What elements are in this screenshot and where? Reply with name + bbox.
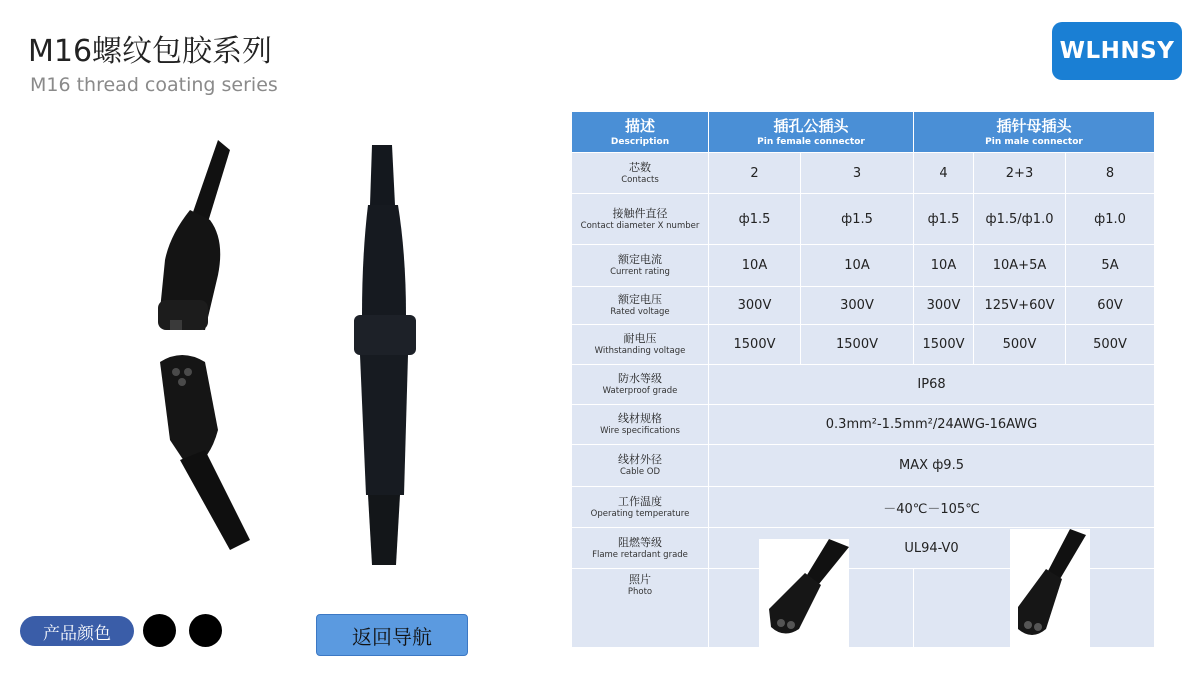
female-photo-cell bbox=[709, 569, 914, 648]
color-swatch-black-1[interactable] bbox=[143, 614, 176, 647]
page-title: M16螺纹包胶系列 bbox=[28, 34, 273, 69]
table-row: 耐电压 Withstanding voltage 1500V 1500V 1500V 500V 500V bbox=[572, 325, 1155, 365]
product-color-label: 产品颜色 bbox=[20, 616, 134, 646]
brand-logo: WLHNSY bbox=[1052, 22, 1182, 80]
table-row: 线材外径 Cable OD MAX ф9.5 bbox=[572, 445, 1155, 487]
female-connector-photo bbox=[759, 539, 849, 649]
header-male: 插针母插头 Pin male connector bbox=[914, 112, 1155, 153]
table-row: 照片 Photo bbox=[572, 569, 1155, 648]
table-row: 接触件直径 Contact diameter X number ф1.5 ф1.5 ф1.5 ф1.5/ф1.0 ф1.0 bbox=[572, 194, 1155, 245]
table-row: 阻燃等级 Flame retardant grade UL94-V0 bbox=[572, 528, 1155, 569]
table-row: 额定电压 Rated voltage 300V 300V 300V 125V+60V 60V bbox=[572, 287, 1155, 325]
back-to-navigation-button[interactable]: 返回导航 bbox=[316, 614, 468, 656]
connector-assembled-photo bbox=[340, 145, 430, 565]
table-row: 芯数 Contacts 2 3 4 2+3 8 bbox=[572, 153, 1155, 194]
table-row: 防水等级 Waterproof grade IP68 bbox=[572, 365, 1155, 405]
color-swatch-black-2[interactable] bbox=[189, 614, 222, 647]
page-subtitle: M16 thread coating series bbox=[30, 74, 278, 96]
table-header-row bbox=[572, 112, 1155, 153]
header-description: 描述 Description bbox=[572, 112, 709, 153]
male-photo-cell bbox=[914, 569, 1155, 648]
table-row: 线材规格 Wire specifications 0.3mm²-1.5mm²/24AWG-16AWG bbox=[572, 405, 1155, 445]
table-row: 工作温度 Operating temperature －40℃－105℃ bbox=[572, 487, 1155, 528]
table-row: 额定电流 Current rating 10A 10A 10A 10A+5A 5A bbox=[572, 245, 1155, 287]
male-connector-photo bbox=[1010, 529, 1090, 647]
connector-pair-photo bbox=[130, 140, 270, 550]
header-female: 插孔公插头 Pin female connector bbox=[709, 112, 914, 153]
spec-table bbox=[571, 111, 1155, 648]
